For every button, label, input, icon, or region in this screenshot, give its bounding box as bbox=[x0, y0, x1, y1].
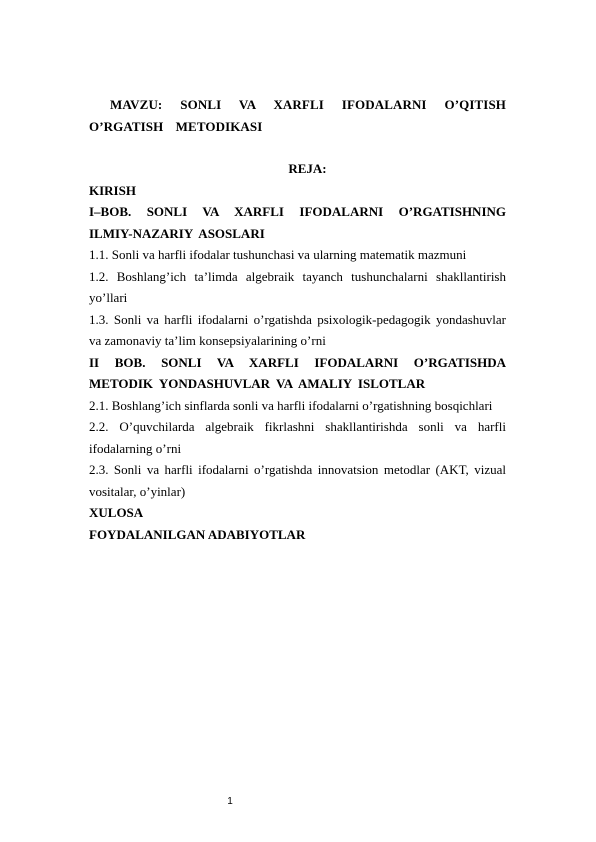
toc-chapter-1-heading: I–BOB. SONLI VA XARFLI IFODALARNI O’RGATISHNING ILMIY-NAZARIY ASOSLARI bbox=[89, 204, 506, 241]
toc-item-1-2: 1.2. Boshlang’ich ta’limda algebraik tayanch tushunchalarni shakllantirish yo’llari bbox=[89, 268, 506, 305]
toc-item-1-1: 1.1. Sonli va harfli ifodalar tushunchasi va ularning matematik mazmuni bbox=[89, 247, 467, 262]
toc-item-2-2: 2.2. O’quvchilarda algebraik fikrlashni shakllantirishda sonli va harfli ifodalarning o’rni bbox=[89, 419, 506, 456]
toc-intro: KIRISH bbox=[89, 182, 136, 198]
document-title: MAVZU: SONLI VA XARFLI IFODALARNI O’QITISH O’RGATISH METODIKASI bbox=[89, 97, 506, 134]
toc-item-2-3: 2.3. Sonli va harfli ifodalarni o’rgatishda innovatsion metodlar (AKT, vizual vositalar, o’yinlar) bbox=[89, 462, 506, 499]
toc-item-1-3: 1.3. Sonli va harfli ifodalarni o’rgatishda psixologik-pedagogik yondashuvlar va zamonaviy ta’lim konsepsiyalarining o’rni bbox=[89, 311, 506, 348]
plan-heading: REJA: bbox=[288, 161, 327, 176]
toc-references: FOYDALANILGAN ADABIYOTLAR bbox=[89, 526, 306, 542]
document-content bbox=[89, 94, 506, 545]
page-number: 1 bbox=[227, 796, 233, 807]
toc-conclusion: XULOSA bbox=[89, 505, 144, 520]
toc-chapter-2-heading: II BOB. SONLI VA XARFLI IFODALARNI O’RGATISHDA METODIK YONDASHUVLAR VA AMALIY ISLOTLAR bbox=[89, 354, 506, 391]
toc-item-2-1: 2.1. Boshlang’ich sinflarda sonli va harfli ifodalarni o’rgatishning bosqichlari bbox=[89, 397, 493, 413]
